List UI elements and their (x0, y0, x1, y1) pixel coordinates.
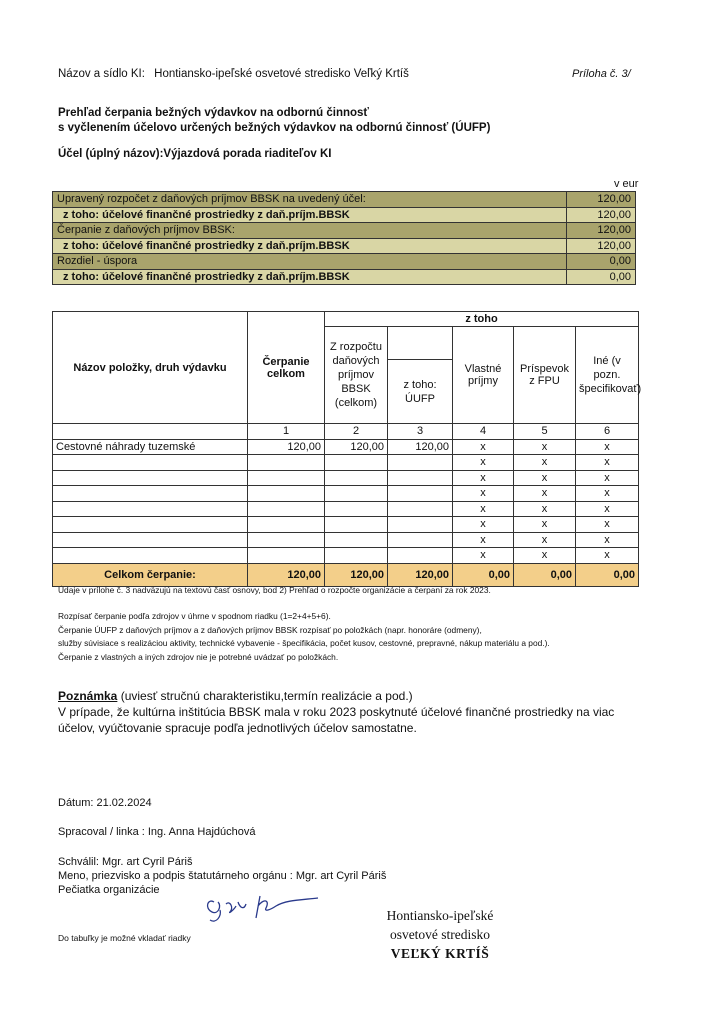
col-header-other: Iné (v pozn. špecifikovať) (576, 327, 639, 424)
instruction-line: služby súvisiace s realizáciou aktivity, technické vybavenie - špecifikácia, počet kusov, cestovné, prepravné, nákup materiálu a pod.). (58, 638, 550, 648)
table-footnote: Údaje v prílohe č. 3 nadväzujú na textovú časť osnovy, bod 2) Prehľad o rozpočte organizácie a čerpaní za rok 2023. (58, 585, 491, 595)
item-name (53, 517, 248, 533)
item-bbsk (325, 455, 388, 471)
summary-label: z toho: účelové finančné prostriedky z daň.príjm.BBSK (53, 238, 567, 254)
org-name: Hontiansko-ipeľské osvetové stredisko Veľký Krtíš (154, 68, 409, 80)
item-fpu: x (514, 548, 576, 564)
stamp-line: osvetové stredisko (389, 927, 491, 942)
item-own: x (453, 501, 514, 517)
item-other: x (576, 548, 639, 564)
col-header-ztoho: z toho (325, 312, 639, 327)
number-cell: 5 (514, 424, 576, 440)
summary-row (53, 238, 636, 254)
item-total (248, 501, 325, 517)
col-header-blank (388, 327, 453, 360)
col-header-bbsk: Z rozpočtu daňových príjmov BBSK (celkom) (325, 327, 388, 424)
item-name (53, 548, 248, 564)
col-header-own: Vlastné príjmy (453, 327, 514, 424)
table-row (53, 439, 639, 455)
currency-unit: v eur (614, 178, 639, 190)
instruction-line: Čerpanie z vlastných a iných zdrojov nie je potrebné uvádzať po položkách. (58, 651, 339, 662)
item-other: x (576, 517, 639, 533)
item-total (248, 455, 325, 471)
date: Dátum: 21.02.2024 (58, 797, 152, 809)
org-label: Názov a sídlo KI: (58, 68, 145, 80)
item-fpu: x (514, 486, 576, 502)
expenditure-table (52, 311, 642, 587)
total-uufp: 120,00 (388, 563, 453, 586)
total-sum: 120,00 (248, 563, 325, 586)
col-header-fpu: Príspevok z FPU (514, 327, 576, 424)
item-own: x (453, 470, 514, 486)
summary-label: Čerpanie z daňových príjmov BBSK: (53, 223, 567, 239)
item-other: x (576, 470, 639, 486)
item-own: x (453, 532, 514, 548)
prepared-by: Spracoval / linka : Ing. Anna Hajdúchová (58, 826, 256, 838)
item-uufp (388, 501, 453, 517)
item-total (248, 532, 325, 548)
item-own: x (453, 548, 514, 564)
number-cell: 6 (576, 424, 639, 440)
stamp-line: VEĽKÝ KRTÍŠ (390, 946, 490, 961)
organization-stamp (370, 906, 510, 963)
budget-summary-table (52, 191, 636, 285)
summary-value: 0,00 (567, 269, 636, 285)
item-fpu: x (514, 517, 576, 533)
item-fpu: x (514, 439, 576, 455)
item-fpu: x (514, 501, 576, 517)
summary-value: 120,00 (567, 207, 636, 223)
item-own: x (453, 517, 514, 533)
rows-note: Do tabuľky je možné vkladať riadky (58, 933, 191, 943)
item-own: x (453, 455, 514, 471)
remark-hint: (uviesť stručnú charakteristiku,termín realizácie a pod.) (117, 689, 413, 703)
document-title (58, 106, 490, 136)
item-other: x (576, 455, 639, 471)
item-name (53, 501, 248, 517)
item-total (248, 470, 325, 486)
table-row (53, 532, 639, 548)
purpose: Účel (úplný názov):Výjazdová porada riaditeľov KI (58, 148, 332, 160)
item-bbsk: 120,00 (325, 439, 388, 455)
item-bbsk (325, 486, 388, 502)
statutory-signature-line: Meno, priezvisko a podpis štatutárneho orgánu : Mgr. art Cyril Páriš (58, 870, 387, 882)
seal-label: Pečiatka organizácie (58, 884, 160, 896)
summary-value: 120,00 (567, 223, 636, 239)
item-bbsk (325, 517, 388, 533)
item-name: Cestovné náhrady tuzemské (53, 439, 248, 455)
table-row (53, 548, 639, 564)
remark-heading: Poznámka (58, 689, 118, 703)
table-row (53, 517, 639, 533)
title-line-1: Prehľad čerpania bežných výdavkov na odbornú činnosť (58, 107, 369, 119)
item-uufp (388, 517, 453, 533)
col-header-name: Názov položky, druh výdavku (53, 312, 248, 424)
summary-label: z toho: účelové finančné prostriedky z daň.príjm.BBSK (53, 207, 567, 223)
table-row (53, 455, 639, 471)
item-total (248, 486, 325, 502)
item-bbsk (325, 532, 388, 548)
summary-value: 0,00 (567, 254, 636, 270)
total-other: 0,00 (576, 563, 639, 586)
number-cell: 4 (453, 424, 514, 440)
number-cell: 2 (325, 424, 388, 440)
instruction-line: Rozpísať čerpanie podľa zdrojov v úhrne v spodnom riadku (1=2+4+5+6). (58, 611, 331, 621)
summary-value: 120,00 (567, 238, 636, 254)
total-bbsk: 120,00 (325, 563, 388, 586)
title-line-2: s vyčlenením účelovo určených bežných výdavkov na odbornú činnosť (ÚUFP) (58, 122, 491, 134)
item-bbsk (325, 548, 388, 564)
item-name (53, 532, 248, 548)
summary-value: 120,00 (567, 192, 636, 208)
column-numbers-row (53, 424, 639, 440)
summary-label: Rozdiel - úspora (53, 254, 567, 270)
item-uufp (388, 532, 453, 548)
instructions (58, 610, 550, 664)
item-other: x (576, 501, 639, 517)
item-own: x (453, 486, 514, 502)
item-bbsk (325, 470, 388, 486)
item-bbsk (325, 501, 388, 517)
handwritten-signature (200, 880, 330, 930)
stamp-line: Hontiansko-ipeľské (386, 908, 494, 923)
item-other: x (576, 532, 639, 548)
item-name (53, 470, 248, 486)
item-other: x (576, 486, 639, 502)
summary-row (53, 207, 636, 223)
remark-line: účelov, vyúčtovanie spracuje podľa jednotlivých účelov samostatne. (58, 721, 417, 735)
summary-row (53, 269, 636, 285)
summary-row (53, 254, 636, 270)
number-cell: 3 (388, 424, 453, 440)
total-label: Celkom čerpanie: (53, 563, 248, 586)
col-header-uufp: z toho: ÚUFP (388, 360, 453, 424)
total-fpu: 0,00 (514, 563, 576, 586)
item-uufp (388, 548, 453, 564)
item-total (248, 548, 325, 564)
item-other: x (576, 439, 639, 455)
item-uufp: 120,00 (388, 439, 453, 455)
item-uufp (388, 470, 453, 486)
total-row (53, 563, 639, 586)
remark-section (58, 688, 614, 736)
summary-label: z toho: účelové finančné prostriedky z daň.príjm.BBSK (53, 269, 567, 285)
table-row (53, 486, 639, 502)
item-own: x (453, 439, 514, 455)
number-cell: 1 (248, 424, 325, 440)
remark-line: V prípade, že kultúrna inštitúcia BBSK mala v roku 2023 poskytnuté účelové finančné prostriedky na viac (58, 705, 615, 719)
item-fpu: x (514, 532, 576, 548)
table-row (53, 470, 639, 486)
item-name (53, 486, 248, 502)
item-name (53, 455, 248, 471)
number-cell (53, 424, 248, 440)
summary-label: Upravený rozpočet z daňových príjmov BBSK na uvedený účel: (53, 192, 567, 208)
item-total: 120,00 (248, 439, 325, 455)
item-uufp (388, 455, 453, 471)
item-fpu: x (514, 455, 576, 471)
instruction-line: Čerpanie ÚUFP z daňových príjmov a z daňových príjmov BBSK rozpísať po položkách (napr. honoráre (odmeny), (58, 624, 482, 635)
approved-by: Schválil: Mgr. art Cyril Páriš (58, 856, 193, 868)
org-header (58, 68, 409, 80)
item-fpu: x (514, 470, 576, 486)
total-own: 0,00 (453, 563, 514, 586)
table-row (53, 501, 639, 517)
item-uufp (388, 486, 453, 502)
item-total (248, 517, 325, 533)
summary-row (53, 192, 636, 208)
summary-row (53, 223, 636, 239)
col-header-total: Čerpanie celkom (248, 312, 325, 424)
annex-label: Príloha č. 3/ (572, 68, 631, 80)
